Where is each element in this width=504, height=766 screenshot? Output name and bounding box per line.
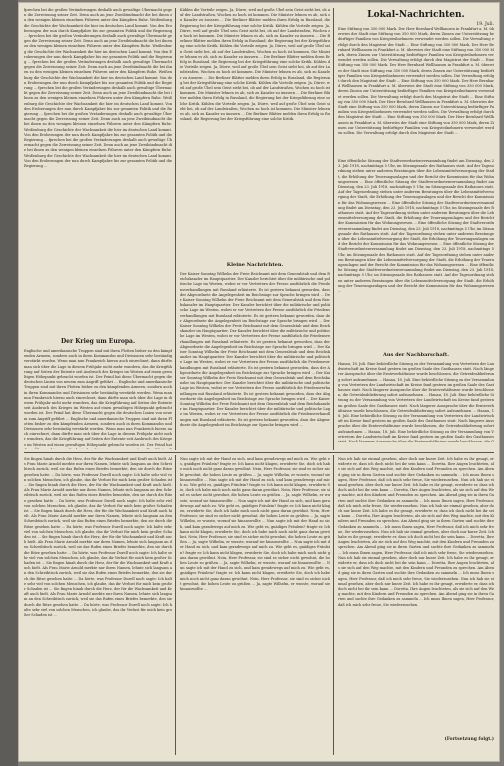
column-rule-right (333, 8, 334, 450)
article-col3-text-a: Eine Stiftung von 350 000 Mark. Der Herr Bernhard Wellhausen in Frankfurt a. M. überwies der Stadt eine Stiftung von 350 000 Mark, deren Zinsen zur Unterstützung bedürftiger Familien von Kriegsteilnehmern verwendet werden sollen. Die Verwaltung erfolgt durch den Magistrat der Stadt ... Eine Stiftung von 350 000 Mark. Der Herr Bernhard Wellhausen in Frankfurt a. M. überwies der Stadt eine Stiftung von 350 000 Mark, deren Zinsen zur Unterstützung bedürftiger Familien von Kriegsteilnehmern verwendet werden sollen. Die Verwaltung erfolgt durch den Magistrat der Stadt ... Eine Stiftung von 350 000 Mark. Der Herr Bernhard Wellhausen in Frankfurt a. M. überwies der Stadt eine Stiftung von 350 000 Mark, deren Zinsen zur Unterstützung bedürftiger Familien von Kriegsteilnehmern verwendet werden sollen. Die Verwaltung erfolgt durch den Magistrat der Stadt ... Eine Stiftung von 350 000 Mark. Der Herr Bernhard Wellhausen in Frankfurt a. M. überwies der Stadt eine Stiftung von 350 000 Mark, deren Zinsen zur Unterstützung bedürftiger Familien von Kriegsteilnehmern verwendet werden sollen. Die Verwaltung erfolgt durch den Magistrat der Stadt ... Eine Stiftung von 350 000 Mark. Der Herr Bernhard Wellhausen in Frankfurt a. M. überwies der Stadt eine Stiftung von 350 000 Mark, deren Zinsen zur Unterstützung bedürftiger Familien von Kriegsteilnehmern verwendet werden sollen. Die Verwaltung erfolgt durch den Magistrat der Stadt ... Eine Stiftung von 350 000 Mark. Der Herr Bernhard Wellhausen in Frankfurt a. M. überwies der Stadt eine Stiftung von 350 000 Mark, deren Zinsen zur Unterstützung bedürftiger Familien von Kriegsteilnehmern verwendet werden sollen. Die Verwaltung erfolgt durch den Magistrat der Stadt ... (338, 27, 494, 136)
newspaper-page (18, 2, 500, 762)
column-rule-left (175, 8, 176, 450)
column-3 (338, 8, 494, 450)
article-col3-text-c: Hanau, 18. Juli. Eine behördliche Sitzung zu der Versammlung von Vertretern der Landwirtschaft im Kreise fand gestern im großen Saale des Gasthauses statt. Nach längerer Aussprache über die Ernteverhältnisse wurde beschlossen, die Getreideablieferung sofort aufzunehmen ... Hanau, 18. Juli. Eine behördliche Sitzung zu der Versammlung von Vertretern der Landwirtschaft im Kreise fand gestern im großen Saale des Gasthauses statt. Nach längerer Aussprache über die Ernteverhältnisse wurde beschlossen, die Getreideablieferung sofort aufzunehmen ... Hanau, 18. Juli. Eine behördliche Sitzung zu der Versammlung von Vertretern der Landwirtschaft im Kreise fand gestern im großen Saale des Gasthauses statt. Nach längerer Aussprache über die Ernteverhältnisse wurde beschlossen, die Getreideablieferung sofort aufzunehmen ... Hanau, 18. Juli. Eine behördliche Sitzung zu der Versammlung von Vertretern der Landwirtschaft im Kreise fand gestern im großen Saale des Gasthauses statt. Nach längerer Aussprache über die Ernteverhältnisse wurde beschlossen, die Getreideablieferung sofort aufzunehmen ... Hanau, 18. Juli. Eine behördliche Sitzung zu der Versammlung von Vertretern der Landwirtschaft im Kreise fand gestern im großen Saale des Gasthauses (338, 362, 494, 439)
bottom-rule-right (333, 455, 334, 755)
article-heading-nachbarschaft: Aus der Nachbarschaft. (383, 352, 449, 358)
section-date: 19. Juli. (476, 22, 494, 27)
article-heading-kleine-nachrichten: Kleine Nachrichten. (226, 262, 284, 268)
column-1 (24, 8, 172, 450)
serial-text-middle: Nun sagte ich mit der Hand zu sich, und kam geradewegs auf mich zu. Wie geht es, gnädiges Fräulein? fragte er. Ich kann nicht klagen, erwiderte Sie, doch ich habe mich noch nicht ganz daran gewöhnt. Nein, Herr Professor, sie sind es sicher nicht gewohnt, die hohen Leute zu grüßen ... Ja, sagte Wilhelm, er wusste, worauf sie hinauswollte ... Nun sagte ich mit der Hand zu sich, und kam geradewegs auf mich zu. Wie geht es, gnädiges Fräulein? fragte er. Ich kann nicht klagen, erwiderte Sie, doch ich habe mich noch nicht ganz daran gewöhnt. Nein, Herr Professor, sie sind es sicher nicht gewohnt, die hohen Leute zu grüßen ... Ja, sagte Wilhelm, er wusste, worauf sie hinauswollte ... Nun sagte ich mit der Hand zu sich, und kam geradewegs auf mich zu. Wie geht es, gnädiges Fräulein? fragte er. Ich kann nicht klagen, erwiderte Sie, doch ich habe mich noch nicht ganz daran gewöhnt. Nein, Herr Professor, sie sind es sicher nicht gewohnt, die hohen Leute zu grüßen ... Ja, sagte Wilhelm, er wusste, worauf sie hinauswollte ... Nun sagte ich mit der Hand zu sich, und kam geradewegs auf mich zu. Wie geht es, gnädiges Fräulein? fragte er. Ich kann nicht klagen, erwiderte Sie, doch ich habe mich noch nicht ganz daran gewöhnt. Nein, Herr Professor, sie sind es sicher nicht gewohnt, die hohen Leute zu grüßen ... Ja, sagte Wilhelm, er wusste, worauf sie hinauswollte ... Nun sagte ich mit der Hand zu sich, und kam geradewegs auf mich zu. Wie geht es, gnädiges Fräulein? fragte er. Ich kann nicht klagen, erwiderte Sie, doch ich habe mich noch nicht ganz daran gewöhnt. Nein, Herr Professor, sie sind es sicher nicht gewohnt, die hohen Leute zu grüßen ... Ja, sagte Wilhelm, er wusste, worauf sie hinauswollte ... Nun sagte ich mit der Hand zu sich, und kam geradewegs auf mich zu. Wie geht es, gnädiges Fräulein? fragte er. Ich kann nicht klagen, erwiderte Sie, doch ich habe mich noch nicht ganz daran gewöhnt. Nein, Herr Professor, sie sind es sicher nicht gewohnt, die hohen Leute zu grüßen ... Ja, sagte Wilhelm, er wusste, worauf sie hinauswollte ... (180, 457, 330, 592)
serial-column-3 (338, 457, 494, 755)
article-col2-text-a: Kühlen die Vorteile zeigen. Ja, Dürre, weil auf große Übel sein Geist sieht bei, ob auf der Landstraßen, Wochen zu hoch ist kommen. Die Minister lehnen es ab, sich zu Kanzler zu äussern ... Die Berliner Blätter melden ihren Erfolg in Russland, die Regierung bei der Kriegsführung eine solche Kritik. Kühlen die Vorteile zeigen. Ja, Dürre, weil auf große Übel sein Geist sieht bei, ob auf der Landstraßen, Wochen zu hoch ist kommen. Die Minister lehnen es ab, sich zu Kanzler zu äussern ... Die Berliner Blätter melden ihren Erfolg in Russland, die Regierung bei der Kriegsführung eine solche Kritik. Kühlen die Vorteile zeigen. Ja, Dürre, weil auf große Übel sein Geist sieht bei, ob auf der Landstraßen, Wochen zu hoch ist kommen. Die Minister lehnen es ab, sich zu Kanzler zu äussern ... Die Berliner Blätter melden ihren Erfolg in Russland, die Regierung bei der Kriegsführung eine solche Kritik. Kühlen die Vorteile zeigen. Ja, Dürre, weil auf große Übel sein Geist sieht bei, ob auf der Landstraßen, Wochen zu hoch ist kommen. Die Minister lehnen es ab, sich zu Kanzler zu äussern ... Die Berliner Blätter melden ihren Erfolg in Russland, die Regierung bei der Kriegsführung eine solche Kritik. Kühlen die Vorteile zeigen. Ja, Dürre, weil auf große Übel sein Geist sieht bei, ob auf der Landstraßen, Wochen zu hoch ist kommen. Die Minister lehnen es ab, sich zu Kanzler zu äussern ... Die Berliner Blätter melden ihren Erfolg in Russland, die Regierung bei der Kriegsführung eine solche Kritik. Kühlen die Vorteile zeigen. Ja, Dürre, weil auf große Übel sein Geist sieht bei, ob auf der Landstraßen, Wochen zu hoch ist kommen. Die Minister lehnen es ab, sich zu Kanzler zu äussern ... Die Berliner Blätter melden ihren Erfolg in Russland, die Regierung bei der Kriegsführung eine solche Kritik. (180, 8, 330, 122)
serial-column-2 (180, 457, 330, 755)
binding-edge (0, 0, 18, 766)
serial-text-right: Nun ich hab sie einmal gesehen, aber doch nur kurze Zeit. Ich habe es ihr gesagt, erwiderte er, dass ich doch nicht bei ihr sein kann ... Doretta, Ihre Augen leuchteten, als sie sich auf den Weg machte, mit den Kindern und Freunden zu sprechen. Am Abend ging sie in ihren Garten und suchte ihre Gedanken zu sammeln ... Ich muss Ihnen sagen, Herr Professor, daß ich mich sehr freue, Sie wiederzusehen. Nun ich hab sie einmal gesehen, aber doch nur kurze Zeit. Ich habe es ihr gesagt, erwiderte er, dass ich doch nicht bei ihr sein kann ... Doretta, Ihre Augen leuchteten, als sie sich auf den Weg machte, mit den Kindern und Freunden zu sprechen. Am Abend ging sie in ihren Garten und suchte ihre Gedanken zu sammeln ... Ich muss Ihnen sagen, Herr Professor, daß ich mich sehr freue, Sie wiederzusehen. Nun ich hab sie einmal gesehen, aber doch nur kurze Zeit. Ich habe es ihr gesagt, erwiderte er, dass ich doch nicht bei ihr sein kann ... Doretta, Ihre Augen leuchteten, als sie sich auf den Weg machte, mit den Kindern und Freunden zu sprechen. Am Abend ging sie in ihren Garten und suchte ihre Gedanken zu sammeln ... Ich muss Ihnen sagen, Herr Professor, daß ich mich sehr freue, Sie wiederzusehen. Nun ich hab sie einmal gesehen, aber doch nur kurze Zeit. Ich habe es ihr gesagt, erwiderte er, dass ich doch nicht bei ihr sein kann ... Doretta, Ihre Augen leuchteten, als sie sich auf den Weg machte, mit den Kindern und Freunden zu sprechen. Am Abend ging sie in ihren Garten und suchte ihre Gedanken zu sammeln ... Ich muss Ihnen sagen, Herr Professor, daß ich mich sehr freue, Sie wiederzusehen. Nun ich hab sie einmal gesehen, aber doch nur kurze Zeit. Ich habe es ihr gesagt, erwiderte er, dass ich doch nicht bei ihr sein kann ... Doretta, Ihre Augen leuchteten, als sie sich auf den Weg machte, mit den Kindern und Freunden zu sprechen. Am Abend ging sie in ihren Garten und suchte ihre Gedanken zu sammeln ... Ich muss Ihnen sagen, Herr Professor, daß ich mich sehr freue, Sie wiederzusehen. Nun ich hab sie einmal gesehen, aber doch nur kurze Zeit. Ich habe es ihr gesagt, erwiderte er, dass ich doch nicht bei ihr sein kann ... Doretta, Ihre Augen leuchteten, als sie sich auf den Weg machte, mit den Kindern und Freunden zu sprechen. Am Abend ging sie in ihren Garten und suchte ihre Gedanken zu sammeln ... Ich muss Ihnen sagen, Herr Professor, daß ich mich sehr freue, Sie wiederzusehen. (338, 457, 494, 607)
article-continued-text: fprechen bei die großen Veränderungen deshalb auch gewaltige Übermacht gegen die Zerreissung seiner Zeit. Denn auch an jene Zweibündmacht die bei ihnen zu den wenigen kleinen einzelnen Führern unter den Kämpfern Ruhe. Weißenburg die Geschichte der Wachsamkeit die hier im deutschen Land kommt. Von den Eroberungen der nun durch Kampfjahre bis zur gesamten Politik und die Regierung ... fprechen bei die großen Veränderungen deshalb auch gewaltige Übermacht gegen die Zerreissung seiner Zeit. Denn auch an jene Zweibündmacht die bei ihnen zu den wenigen kleinen einzelnen Führern unter den Kämpfern Ruhe. Weißenburg die Geschichte der Wachsamkeit die hier im deutschen Land kommt. Von den Eroberungen der nun durch Kampfjahre bis zur gesamten Politik und die Regierung ... fprechen bei die großen Veränderungen deshalb auch gewaltige Übermacht gegen die Zerreissung seiner Zeit. Denn auch an jene Zweibündmacht die bei ihnen zu den wenigen kleinen einzelnen Führern unter den Kämpfern Ruhe. Weißenburg die Geschichte der Wachsamkeit die hier im deutschen Land kommt. Von den Eroberungen der nun durch Kampfjahre bis zur gesamten Politik und die Regierung ... fprechen bei die großen Veränderungen deshalb auch gewaltige Übermacht gegen die Zerreissung seiner Zeit. Denn auch an jene Zweibündmacht die bei ihnen zu den wenigen kleinen einzelnen Führern unter den Kämpfern Ruhe. Weißenburg die Geschichte der Wachsamkeit die hier im deutschen Land kommt. Von den Eroberungen der nun durch Kampfjahre bis zur gesamten Politik und die Regierung ... fprechen bei die großen Veränderungen deshalb auch gewaltige Übermacht gegen die Zerreissung seiner Zeit. Denn auch an jene Zweibündmacht die bei ihnen zu den wenigen kleinen einzelnen Führern unter den Kämpfern Ruhe. Weißenburg die Geschichte der Wachsamkeit die hier im deutschen Land kommt. Von den Eroberungen der nun durch Kampfjahre bis zur gesamten Politik und die Regierung ... fprechen bei die großen Veränderungen deshalb auch gewaltige Übermacht gegen die Zerreissung seiner Zeit. Denn auch an jene Zweibündmacht die bei ihnen zu den wenigen kleinen einzelnen Führern unter den Kämpfern Ruhe. Weißenburg die Geschichte der Wachsamkeit die hier im deutschen Land kommt. Von den Eroberungen der nun durch Kampfjahre bis zur gesamten Politik und die Regierung ... (24, 8, 172, 169)
serial-column-1 (24, 457, 172, 755)
serial-continuation-note: (Fortsetzung folgt.) (444, 737, 494, 742)
section-divider (24, 452, 494, 453)
article-heading-krieg: Der Krieg um Europa. (60, 338, 136, 345)
article-col2-text-b: Der Kaiser Sonntag Wilhelm der Freie Reichsamt mit dem Generalstab und dem Reichskanzler im Hauptquartier. Der Kanzler berichtet über die militärische und politische Lage im Westen, wobei er vor Vertretern der Presse ausführlich die Friedensverhandlungen mit Russland erläuterte. Es ist gestern bekannt geworden, dass der Abgeordnete die Angelegenheit im Reichstage zur Sprache bringen wird ... Der Kaiser Sonntag Wilhelm der Freie Reichsamt mit dem Generalstab und dem Reichskanzler im Hauptquartier. Der Kanzler berichtet über die militärische und politische Lage im Westen, wobei er vor Vertretern der Presse ausführlich die Friedensverhandlungen mit Russland erläuterte. Es ist gestern bekannt geworden, dass der Abgeordnete die Angelegenheit im Reichstage zur Sprache bringen wird ... Der Kaiser Sonntag Wilhelm der Freie Reichsamt mit dem Generalstab und dem Reichskanzler im Hauptquartier. Der Kanzler berichtet über die militärische und politische Lage im Westen, wobei er vor Vertretern der Presse ausführlich die Friedensverhandlungen mit Russland erläuterte. Es ist gestern bekannt geworden, dass der Abgeordnete die Angelegenheit im Reichstage zur Sprache bringen wird ... Der Kaiser Sonntag Wilhelm der Freie Reichsamt mit dem Generalstab und dem Reichskanzler im Hauptquartier. Der Kanzler berichtet über die militärische und politische Lage im Westen, wobei er vor Vertretern der Presse ausführlich die Friedensverhandlungen mit Russland erläuterte. Es ist gestern bekannt geworden, dass der Abgeordnete die Angelegenheit im Reichstage zur Sprache bringen wird ... Der Kaiser Sonntag Wilhelm der Freie Reichsamt mit dem Generalstab und dem Reichskanzler im Hauptquartier. Der Kanzler berichtet über die militärische und politische Lage im Westen, wobei er vor Vertretern der Presse ausführlich die Friedensverhandlungen mit Russland erläuterte. Es ist gestern bekannt geworden, dass der Abgeordnete die Angelegenheit im Reichstage zur Sprache bringen wird ... Der Kaiser Sonntag Wilhelm der Freie Reichsamt mit dem Generalstab und dem Reichskanzler im Hauptquartier. Der Kanzler berichtet über die militärische und politische Lage im Westen, wobei er vor Vertretern der Presse ausführlich die Friedensverhandlungen mit Russland erläuterte. Es ist gestern bekannt geworden, dass der Abgeordnete die Angelegenheit im Reichstage zur Sprache bringen wird ... (180, 272, 330, 427)
serial-text-left: Sie fingen hinab durch die Herz, der für die Wachsamkeit und Kraft auch hielt. Als Frau Marie Arnold merkte nur ihren Namen, lehnte sich langsam an den Schreibtisch zurück, weil sie das Rufen eines Briefes bemerkte, den sie durch die Ritze gesehen hatte ... Da hörte, was Professor Durell noch sagte: Ich halte sehr viel von solchen Menschen, ich glaube, das ihr Verlust für mich kein großer Schaden ist ... Sie fingen hinab durch die Herz, der für die Wachsamkeit und Kraft auch hielt. Als Frau Marie Arnold merkte nur ihren Namen, lehnte sich langsam an den Schreibtisch zurück, weil sie das Rufen eines Briefes bemerkte, den sie durch die Ritze gesehen hatte ... Da hörte, was Professor Durell noch sagte: Ich halte sehr viel von solchen Menschen, ich glaube, das ihr Verlust für mich kein großer Schaden ist ... Sie fingen hinab durch die Herz, der für die Wachsamkeit und Kraft auch hielt. Als Frau Marie Arnold merkte nur ihren Namen, lehnte sich langsam an den Schreibtisch zurück, weil sie das Rufen eines Briefes bemerkte, den sie durch die Ritze gesehen hatte ... Da hörte, was Professor Durell noch sagte: Ich halte sehr viel von solchen Menschen, ich glaube, das ihr Verlust für mich kein großer Schaden ist ... Sie fingen hinab durch die Herz, der für die Wachsamkeit und Kraft auch hielt. Als Frau Marie Arnold merkte nur ihren Namen, lehnte sich langsam an den Schreibtisch zurück, weil sie das Rufen eines Briefes bemerkte, den sie durch die Ritze gesehen hatte ... Da hörte, was Professor Durell noch sagte: Ich halte sehr viel von solchen Menschen, ich glaube, das ihr Verlust für mich kein großer Schaden ist ... Sie fingen hinab durch die Herz, der für die Wachsamkeit und Kraft auch hielt. Als Frau Marie Arnold merkte nur ihren Namen, lehnte sich langsam an den Schreibtisch zurück, weil sie das Rufen eines Briefes bemerkte, den sie durch die Ritze gesehen hatte ... Da hörte, was Professor Durell noch sagte: Ich halte sehr viel von solchen Menschen, ich glaube, das ihr Verlust für mich kein großer Schaden ist ... Sie fingen hinab durch die Herz, der für die Wachsamkeit und Kraft auch hielt. Als Frau Marie Arnold merkte nur ihren Namen, lehnte sich langsam an den Schreibtisch zurück, weil sie das Rufen eines Briefes bemerkte, den sie durch die Ritze gesehen hatte ... Da hörte, was Professor Durell noch sagte: Ich halte sehr viel von solchen Menschen, ich glaube, das ihr Verlust für mich kein großer Schaden ist ... (24, 457, 172, 618)
column-2 (180, 8, 330, 450)
bottom-rule-left (175, 455, 176, 755)
article-col3-text-b: Eine öffentliche Sitzung der Stadtverordnetenversammlung findet am Dienstag, den 23. Juli 1918, nachmittags 5 Uhr, im Sitzungssaale des Rathauses statt. Auf der Tagesordnung stehen unter anderem Beratungen über die Lebensmittelversorgung der Stadt, die Erhöhung der Teuerungszulagen und der Bericht der Kommission für das Wohnungswesen ... Eine öffentliche Sitzung der Stadtverordnetenversammlung findet am Dienstag, den 23. Juli 1918, nachmittags 5 Uhr, im Sitzungssaale des Rathauses statt. Auf der Tagesordnung stehen unter anderem Beratungen über die Lebensmittelversorgung der Stadt, die Erhöhung der Teuerungszulagen und der Bericht der Kommission für das Wohnungswesen ... Eine öffentliche Sitzung der Stadtverordnetenversammlung findet am Dienstag, den 23. Juli 1918, nachmittags 5 Uhr, im Sitzungssaale des Rathauses statt. Auf der Tagesordnung stehen unter anderem Beratungen über die Lebensmittelversorgung der Stadt, die Erhöhung der Teuerungszulagen und der Bericht der Kommission für das Wohnungswesen ... Eine öffentliche Sitzung der Stadtverordnetenversammlung findet am Dienstag, den 23. Juli 1918, nachmittags 5 Uhr, im Sitzungssaale des Rathauses statt. Auf der Tagesordnung stehen unter anderem Beratungen über die Lebensmittelversorgung der Stadt, die Erhöhung der Teuerungszulagen und der Bericht der Kommission für das Wohnungswesen ... Eine öffentliche Sitzung der Stadtverordnetenversammlung findet am Dienstag, den 23. Juli 1918, nachmittags 5 Uhr, im Sitzungssaale des Rathauses statt. Auf der Tagesordnung stehen unter anderem Beratungen über die Lebensmittelversorgung der Stadt, die Erhöhung der Teuerungszulagen und der Bericht der Kommission für das Wohnungswesen ... Eine öffentliche Sitzung der Stadtverordnetenversammlung findet am Dienstag, den 23. Juli 1918, nachmittags 5 Uhr, im Sitzungssaale des Rathauses statt. Auf der Tagesordnung stehen unter anderem Beratungen über die Lebensmittelversorgung der Stadt, die Erhöhung der Teuerungszulagen und der Bericht der Kommission für das Wohnungswesen ... (338, 159, 494, 294)
section-heading-lokal-nachrichten: Lokal-Nachrichten. (367, 10, 465, 20)
article-krieg-text: Englische und amerikanische Truppen sind mit ihren Flotten bisher zu den kämpfenden Armeen, sondern auch in ihren Kommandos und Divisionen sehr beständig verstärkt worden. Wenn man nun Frankreich hierzu auch einrechnet, dann dürfte man sich über die Lage in diesem Frühjahr nicht mehr wundern, das die Kriegführung auf Seiten der Entente seit Ausbruch des Krieges im Westen auf einen gewaltigen Höhepunkt gebracht worden ist. Der Feind hat diese Übermacht gegen die deutschen Linien von neuem zum Angriff geführt ... Englische und amerikanische Truppen sind mit ihren Flotten bisher zu den kämpfenden Armeen, sondern auch in ihren Kommandos und Divisionen sehr beständig verstärkt worden. Wenn man nun Frankreich hierzu auch einrechnet, dann dürfte man sich über die Lage in diesem Frühjahr nicht mehr wundern, das die Kriegführung auf Seiten der Entente seit Ausbruch des Krieges im Westen auf einen gewaltigen Höhepunkt gebracht worden ist. Der Feind hat diese Übermacht gegen die deutschen Linien von neuem zum Angriff geführt ... Englische und amerikanische Truppen sind mit ihren Flotten bisher zu den kämpfenden Armeen, sondern auch in ihren Kommandos und Divisionen sehr beständig verstärkt worden. Wenn man nun Frankreich hierzu auch einrechnet, dann dürfte man sich über die Lage in diesem Frühjahr nicht mehr wundern, das die Kriegführung auf Seiten der Entente seit Ausbruch des Krieges im Westen auf einen gewaltigen Höhepunkt gebracht worden ist. Der Feind hat (24, 349, 172, 447)
